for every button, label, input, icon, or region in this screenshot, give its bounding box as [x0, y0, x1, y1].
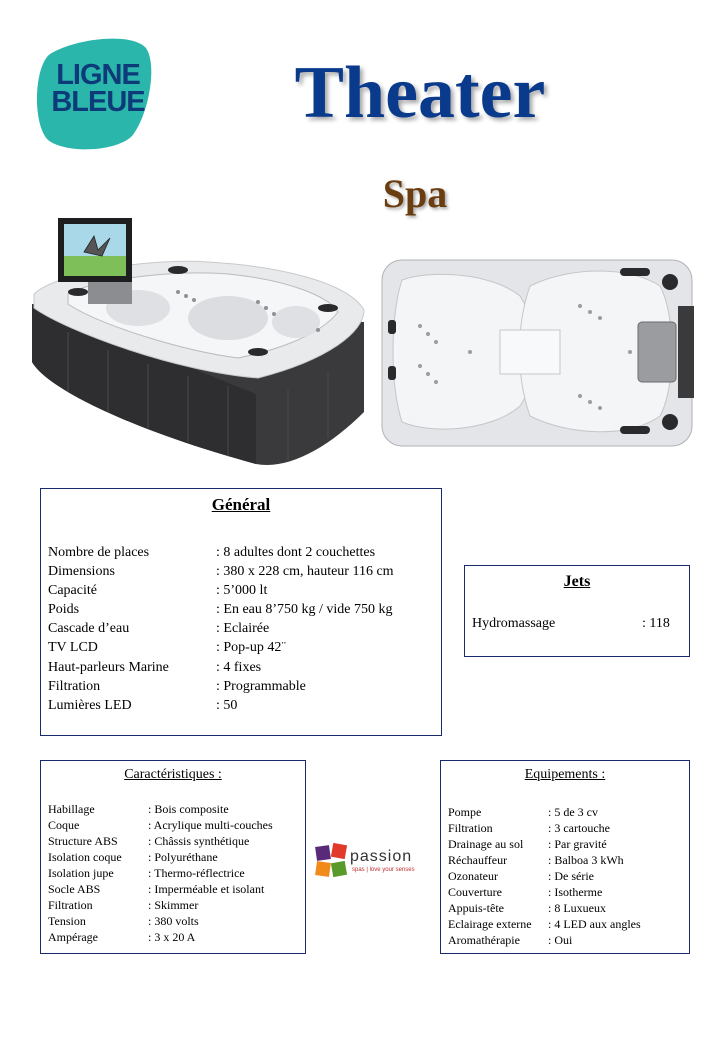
- general-table: [48, 543, 394, 715]
- table-row: TV LCD : Pop-up 42¨: [48, 640, 286, 656]
- table-row: Appuis-tête : 8 Luxueux: [448, 901, 606, 915]
- table-row: Eclairage externe : 4 LED aux angles: [448, 917, 641, 931]
- table-row: Aromathérapie : Oui: [448, 933, 573, 947]
- ligne-bleue-logo: [36, 36, 152, 152]
- table-row: Isolation coque : Polyuréthane: [48, 850, 218, 864]
- logo-text: [42, 59, 154, 118]
- table-row: Ampérage : 3 x 20 A: [48, 930, 196, 944]
- table-row: Drainage au sol : Par gravité: [448, 837, 607, 851]
- caracteristiques-box: [40, 760, 306, 954]
- general-heading: Général: [211, 495, 271, 514]
- table-row: Poids : En eau 8’750 kg / vide 750 kg: [48, 602, 393, 618]
- table-row: Cascade d’eau : Eclairée: [48, 621, 270, 637]
- table-row: Pompe : 5 de 3 cv: [448, 805, 598, 819]
- jets-box: [464, 565, 690, 657]
- equipements-table: [448, 804, 641, 948]
- page-title: Theater: [294, 52, 546, 134]
- table-row: Haut-parleurs Marine : 4 fixes: [48, 659, 262, 675]
- table-row: Capacité : 5’000 lt: [48, 583, 268, 599]
- jets-value: : 118: [642, 616, 670, 631]
- caracteristiques-heading: Caractéristiques :: [124, 767, 222, 782]
- table-row: Tension : 380 volts: [48, 914, 199, 928]
- table-row: Habillage : Bois composite: [48, 802, 229, 816]
- table-row: Isolation jupe : Thermo-réflectrice: [48, 866, 245, 880]
- table-row: Socle ABS : Imperméable et isolant: [48, 882, 265, 896]
- jets-key: Hydromassage: [472, 616, 556, 631]
- passion-spas-logo: [314, 838, 434, 882]
- table-row: Nombre de places : 8 adultes dont 2 couchettes: [48, 545, 376, 560]
- table-row: Filtration : 3 cartouche: [448, 821, 610, 835]
- table-row: Lumières LED : 50: [48, 697, 238, 713]
- table-row: Ozonateur : De série: [448, 869, 594, 883]
- table-row: Filtration : Programmable: [48, 678, 306, 694]
- general-specs-box: [40, 488, 442, 736]
- page-subtitle: Spa: [382, 171, 448, 216]
- passion-word: passion: [350, 848, 413, 865]
- table-row: Couverture : Isotherme: [448, 885, 603, 899]
- jets-row: [472, 616, 684, 632]
- table-row: Structure ABS : Châssis synthétique: [48, 834, 250, 848]
- spa-top-view-image: [380, 256, 696, 448]
- jets-heading: Jets: [563, 573, 591, 590]
- equipements-heading: Equipements :: [524, 767, 606, 782]
- spa-side-image: [28, 212, 368, 474]
- caracteristiques-table: [48, 801, 273, 945]
- passion-flower-icon: [314, 838, 350, 882]
- table-row: Filtration : Skimmer: [48, 898, 199, 912]
- logo-line-2: BLEUE: [51, 86, 145, 118]
- table-row: Dimensions : 380 x 228 cm, hauteur 116 cm: [48, 564, 394, 580]
- table-row: Réchauffeur : Balboa 3 kWh: [448, 853, 624, 867]
- logo-line-1: LIGNE: [56, 59, 140, 91]
- passion-tagline: spas | love your senses: [352, 867, 415, 873]
- equipements-box: [440, 760, 690, 954]
- table-row: Coque : Acrylique multi-couches: [48, 818, 273, 832]
